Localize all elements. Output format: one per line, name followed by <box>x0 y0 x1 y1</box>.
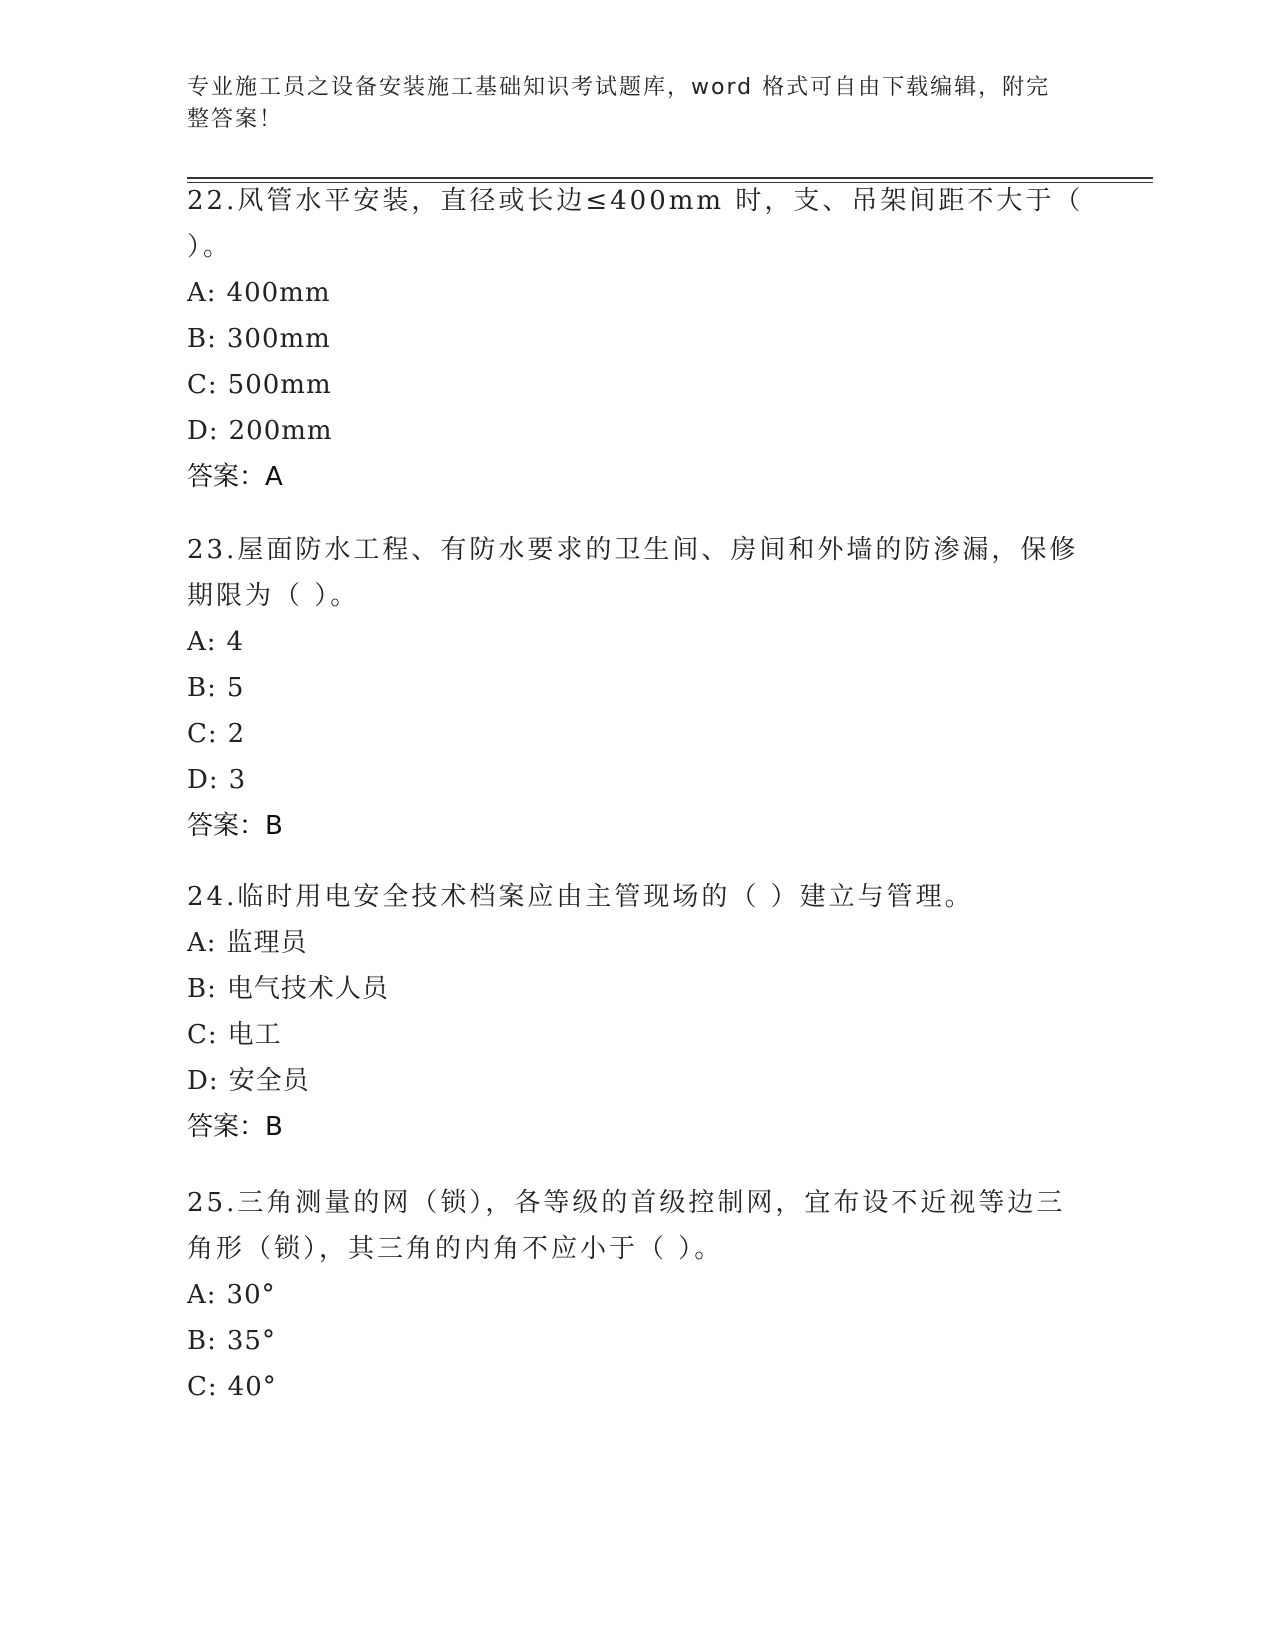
option-text: 300mm <box>226 324 331 354</box>
option-key: A <box>187 928 207 958</box>
option-text: 200mm <box>228 416 333 446</box>
option-b <box>187 665 1087 711</box>
option-key: D <box>187 416 209 446</box>
option-key: A <box>187 1280 207 1310</box>
option-key: B <box>187 673 208 703</box>
option-b <box>187 316 1087 362</box>
option-key: B <box>187 974 208 1004</box>
question-text: 屋面防水工程、有防水要求的卫生间、房间和外墙的防渗漏，保修期限为（ ）。 <box>187 535 1079 611</box>
answer-line <box>187 1104 1087 1150</box>
question-stem <box>187 1180 1087 1272</box>
option-key: B <box>187 324 208 354</box>
option-key: D <box>187 1066 209 1096</box>
option-separator: : <box>207 370 218 400</box>
question-number: 23. <box>187 535 238 565</box>
option-b <box>187 966 1087 1012</box>
question-stem <box>187 527 1087 619</box>
option-key: A <box>187 278 207 308</box>
question-number: 24. <box>187 882 238 912</box>
option-separator: : <box>207 1020 218 1050</box>
answer-value: B <box>265 1112 283 1142</box>
question-stem <box>187 178 1087 270</box>
answer-line <box>187 803 1087 849</box>
option-c <box>187 362 1087 408</box>
option-text: 2 <box>227 719 246 749</box>
option-d <box>187 408 1087 454</box>
option-c <box>187 1364 1087 1410</box>
option-separator: : <box>207 673 217 703</box>
document-header-title: 专业施工员之设备安装施工基础知识考试题库，word 格式可自由下载编辑，附完整答案！ <box>187 75 1051 132</box>
option-c <box>187 711 1087 757</box>
option-text: 电气技术人员 <box>226 974 389 1004</box>
option-text: 4 <box>226 627 245 657</box>
option-separator: : <box>207 1326 217 1356</box>
question-25 <box>187 1180 1087 1410</box>
option-key: B <box>187 1326 208 1356</box>
option-separator: : <box>206 928 217 958</box>
option-key: C <box>187 370 208 400</box>
option-a <box>187 920 1087 966</box>
question-text: 风管水平安装，直径或长边≤400mm 时，支、吊架间距不大于（ ）。 <box>187 186 1084 262</box>
option-text: 5 <box>226 673 245 703</box>
option-text: 监理员 <box>226 928 308 958</box>
option-d <box>187 757 1087 803</box>
option-a <box>187 1272 1087 1318</box>
answer-label: 答案： <box>187 462 266 492</box>
option-separator: : <box>208 765 219 795</box>
option-separator: : <box>207 324 217 354</box>
question-text: 三角测量的网（锁），各等级的首级控制网，宜布设不近视等边三角形（锁），其三角的内角不应小于（ ）。 <box>187 1188 1066 1264</box>
question-24 <box>187 874 1087 1150</box>
question-text: 临时用电安全技术档案应由主管现场的（ ）建立与管理。 <box>237 882 974 912</box>
answer-value: A <box>265 462 283 492</box>
question-number: 25. <box>187 1188 238 1218</box>
option-separator: : <box>208 1066 219 1096</box>
option-separator: : <box>207 1372 218 1402</box>
option-text: 3 <box>228 765 247 795</box>
question-22 <box>187 178 1087 500</box>
option-text: 35° <box>226 1326 276 1356</box>
option-key: C <box>187 1020 208 1050</box>
option-separator: : <box>207 719 218 749</box>
option-d <box>187 1058 1087 1104</box>
option-text: 500mm <box>227 370 332 400</box>
option-key: D <box>187 765 209 795</box>
option-a <box>187 619 1087 665</box>
option-text: 40° <box>227 1372 277 1402</box>
option-a <box>187 270 1087 316</box>
option-separator: : <box>206 278 217 308</box>
question-number: 22. <box>187 186 238 216</box>
answer-line <box>187 454 1087 500</box>
question-stem <box>187 874 1087 920</box>
answer-value: B <box>265 811 283 841</box>
option-key: A <box>187 627 207 657</box>
option-key: C <box>187 719 208 749</box>
option-text: 30° <box>226 1280 276 1310</box>
option-text: 电工 <box>227 1020 282 1050</box>
answer-label: 答案： <box>187 811 266 841</box>
option-separator: : <box>208 416 219 446</box>
option-text: 安全员 <box>228 1066 310 1096</box>
option-separator: : <box>206 1280 217 1310</box>
option-separator: : <box>207 974 217 1004</box>
question-23 <box>187 527 1087 849</box>
option-c <box>187 1012 1087 1058</box>
option-key: C <box>187 1372 208 1402</box>
option-separator: : <box>206 627 217 657</box>
answer-label: 答案： <box>187 1112 266 1142</box>
option-b <box>187 1318 1087 1364</box>
option-text: 400mm <box>226 278 331 308</box>
